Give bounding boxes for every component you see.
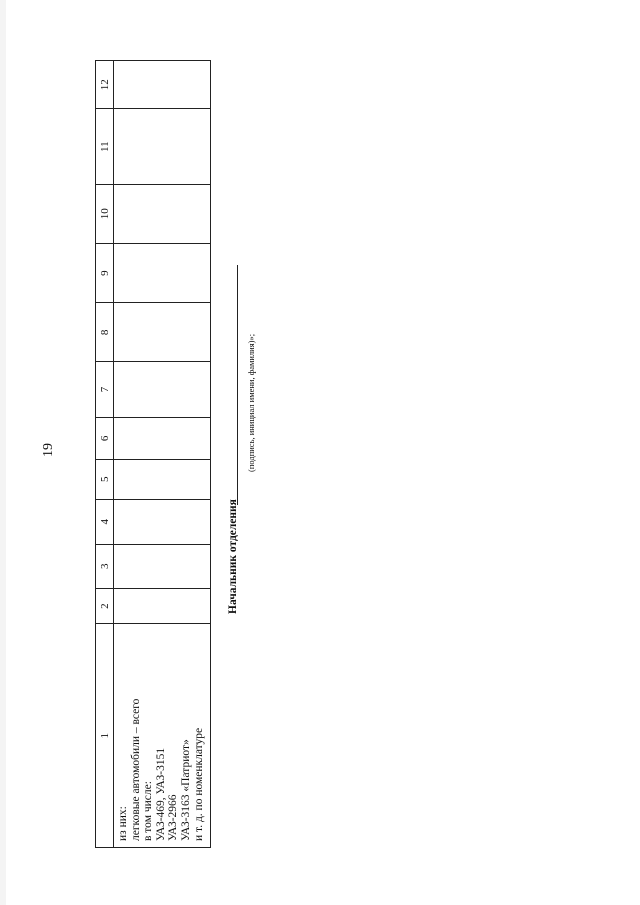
signature-label: Начальник отделения xyxy=(227,499,239,614)
header-cell: 2 xyxy=(96,588,114,624)
header-cell: 6 xyxy=(96,417,114,459)
row-label-cell xyxy=(114,624,211,848)
header-cell: 5 xyxy=(96,459,114,499)
table-header-row xyxy=(96,61,114,848)
row-line: из них: xyxy=(117,806,129,841)
header-cell: 9 xyxy=(96,243,114,303)
table-cell xyxy=(114,303,211,362)
row-line: и т. д. по номенклатуре xyxy=(192,727,205,841)
header-cell: 11 xyxy=(96,109,114,185)
table-cell xyxy=(114,459,211,499)
row-line: легковые автомобили – всего xyxy=(129,698,142,841)
header-cell: 12 xyxy=(96,61,114,109)
table-cell xyxy=(114,362,211,418)
row-line: в том числе: xyxy=(142,781,155,841)
signature-caption: (подпись, инициал имени, фамилия)»; xyxy=(246,333,256,472)
table-cell xyxy=(114,588,211,624)
table-row xyxy=(114,61,211,848)
row-line: УАЗ-3163 «Патриот» xyxy=(179,739,192,841)
header-cell: 4 xyxy=(96,499,114,544)
header-cell: 3 xyxy=(96,544,114,588)
row-line: УАЗ-2966 xyxy=(167,794,180,841)
signature-line xyxy=(237,265,238,505)
header-cell: 10 xyxy=(96,184,114,243)
table-cell xyxy=(114,61,211,109)
table-cell xyxy=(114,544,211,588)
page-number: 19 xyxy=(41,443,56,457)
table-cell xyxy=(114,499,211,544)
table-cell xyxy=(114,417,211,459)
table-cell xyxy=(114,109,211,185)
header-cell: 7 xyxy=(96,362,114,418)
table-cell xyxy=(114,184,211,243)
report-table xyxy=(95,60,211,848)
table-cell xyxy=(114,243,211,303)
row-line: УАЗ-469, УАЗ-3151 xyxy=(154,747,167,841)
header-cell: 8 xyxy=(96,303,114,362)
header-cell: 1 xyxy=(96,624,114,848)
